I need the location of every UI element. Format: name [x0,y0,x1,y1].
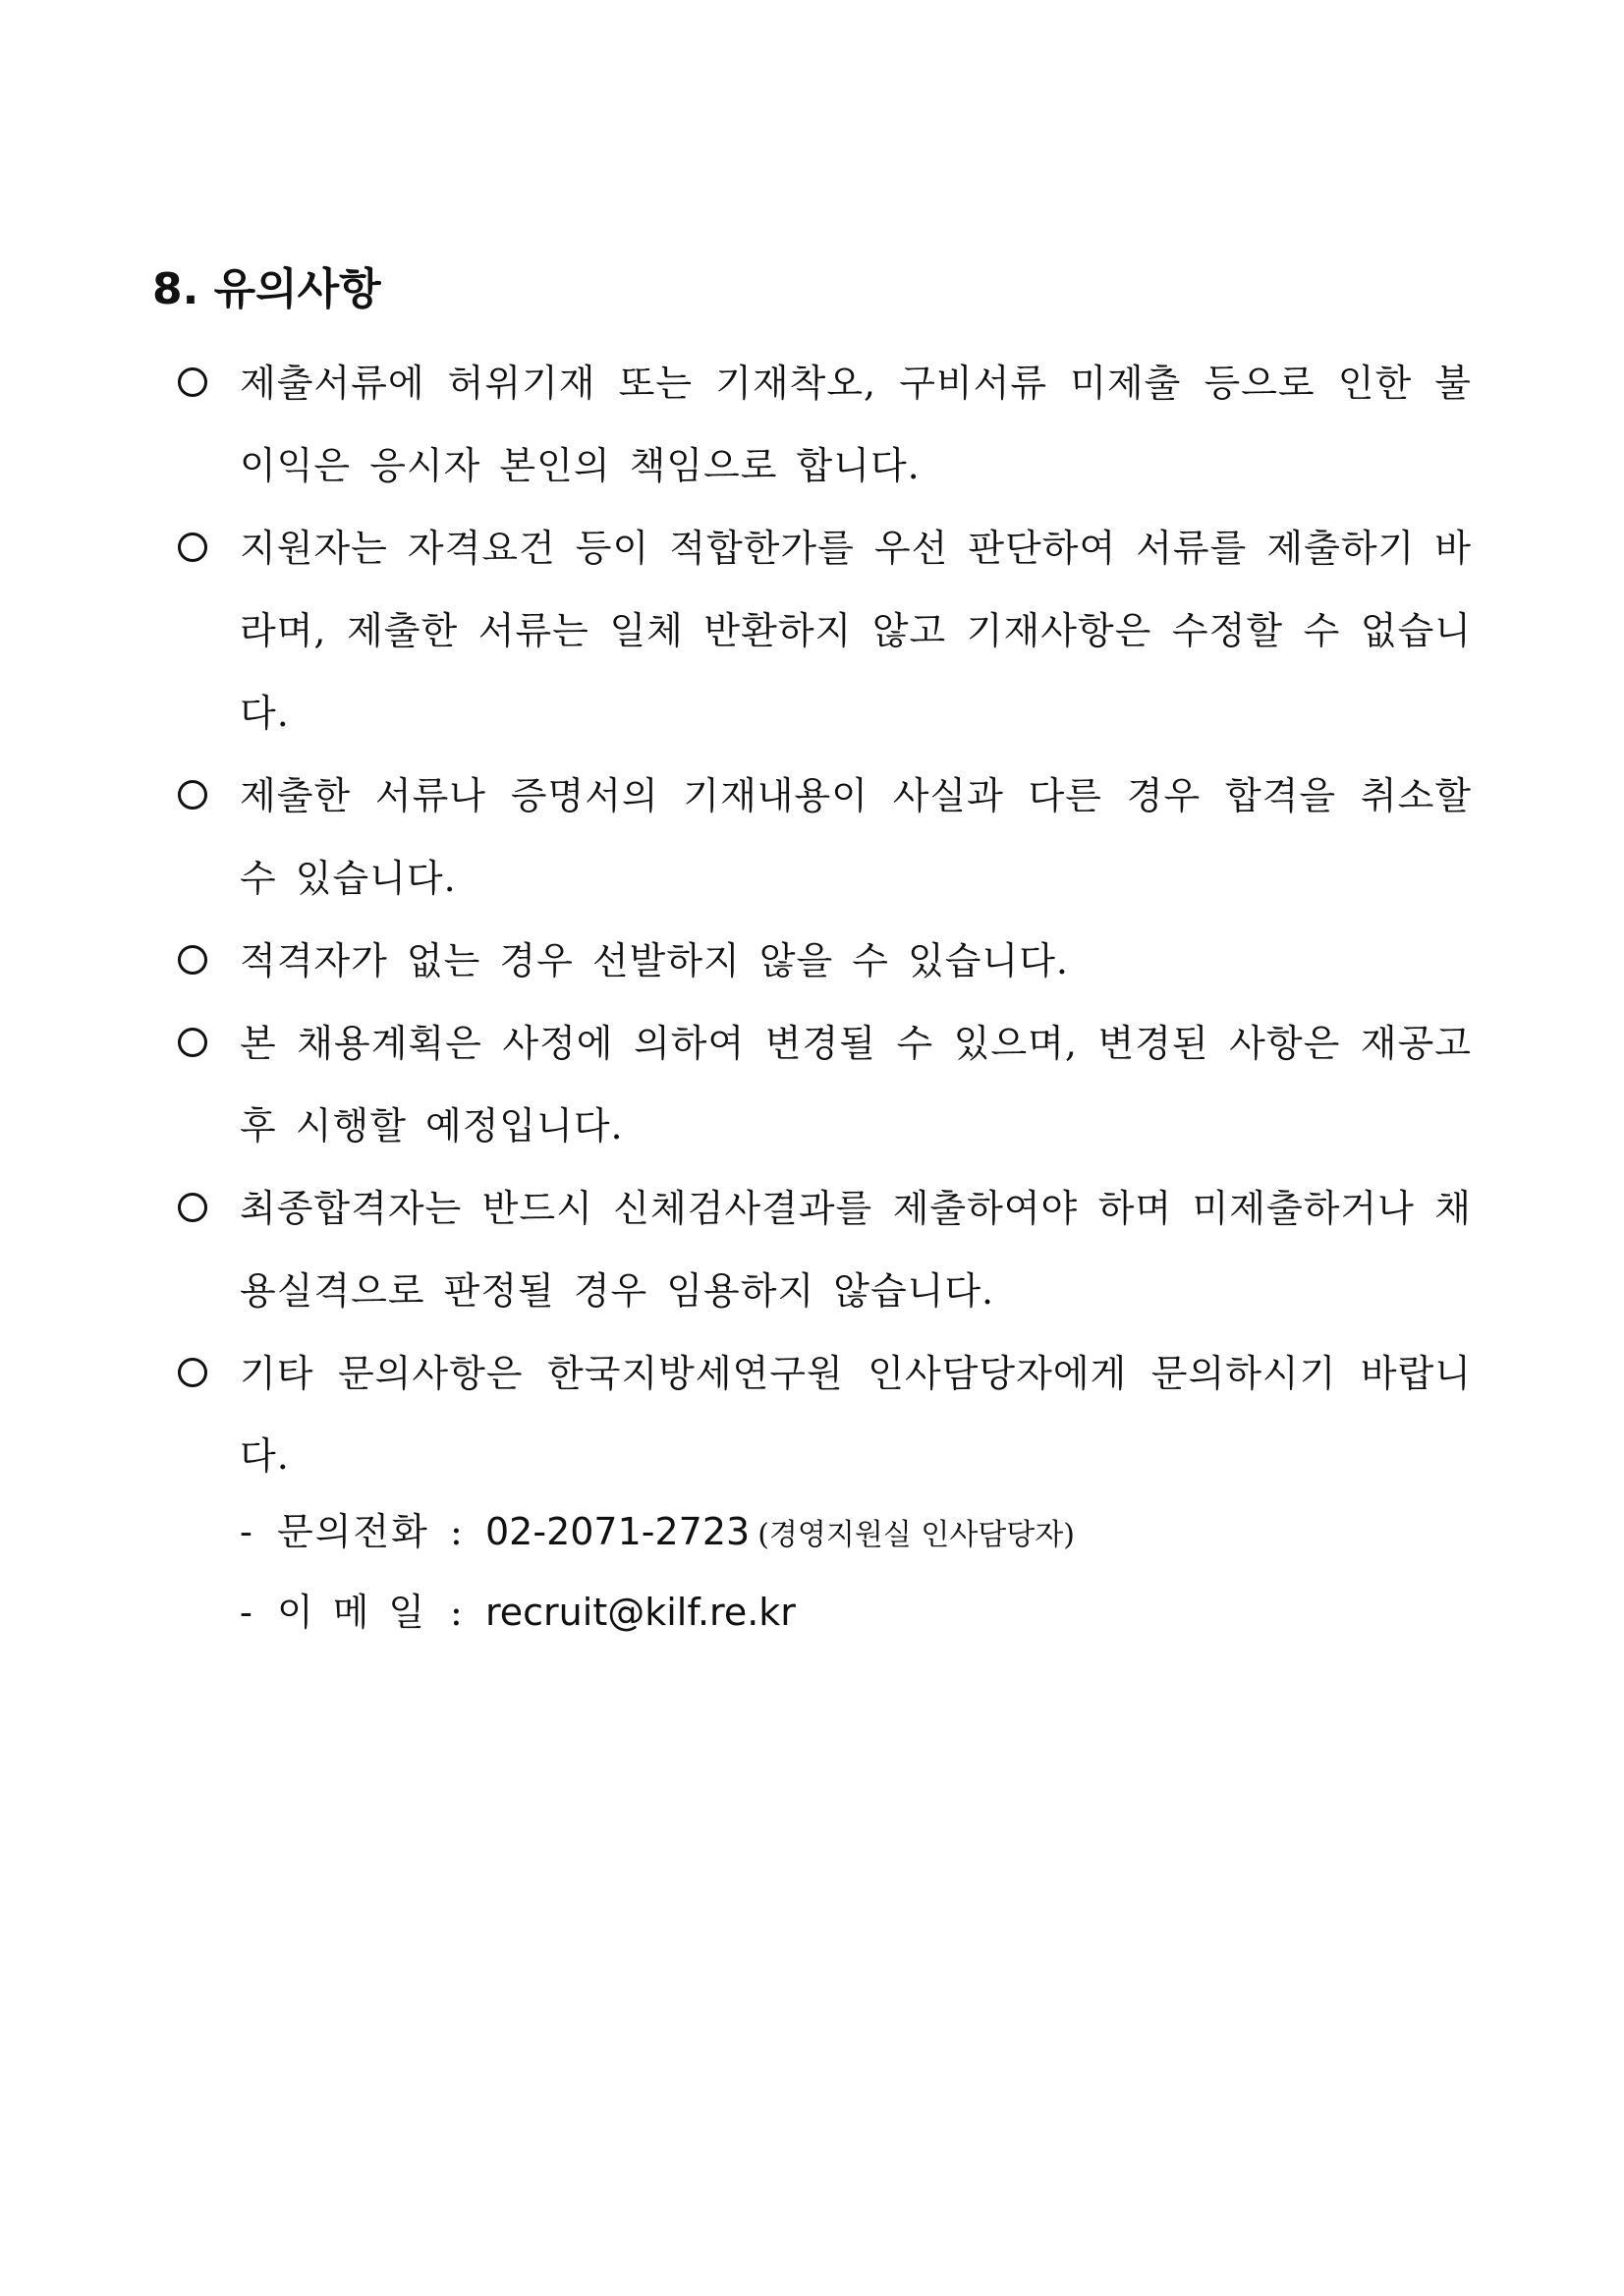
circle-bullet-icon [178,945,207,975]
contact-phone-line [240,1497,1075,1570]
circle-bullet-icon [178,532,207,562]
contact-email-label: 이메일 [277,1591,445,1634]
list-item-text: 적격자가 없는 경우 선발하지 않을 수 있습니다. [240,939,1070,982]
contact-phone-note: (경영지원실 인사담당자) [757,1518,1075,1552]
contact-colon: : [450,1510,463,1553]
section-title: 8. 유의사항 [152,264,381,314]
circle-bullet-icon [178,1193,207,1222]
list-item [0,342,1624,507]
contact-dash: - [240,1591,252,1634]
notice-list [0,342,1624,1654]
list-item [0,1167,1624,1332]
list-item-text: 본 채용계획은 사정에 의하여 변경될 수 있으며, 변경된 사항은 재공고 후 시행할 예정입니다. [240,1022,1472,1148]
list-item [0,1002,1624,1167]
contact-email-line [240,1578,796,1647]
contact-phone-value: 02-2071-2723 [485,1510,751,1553]
contact-colon: : [450,1591,463,1634]
contact-phone-label: 문의전화 [277,1510,429,1553]
contact-dash: - [240,1510,252,1553]
circle-bullet-icon [178,1028,207,1057]
list-item [0,507,1624,755]
list-item-text: 지원자는 자격요건 등이 적합한가를 우선 판단하여 서류를 제출하기 바라며, 제출한 서류는 일체 반환하지 않고 기재사항은 수정할 수 없습니다. [240,527,1472,735]
list-item [0,920,1624,1002]
list-item-text: 최종합격자는 반드시 신체검사결과를 제출하여야 하며 미제출하거나 채용실격으로 판정될 경우 임용하지 않습니다. [240,1187,1472,1313]
contact-block [0,1497,1624,1654]
list-item-text: 기타 문의사항은 한국지방세연구원 인사담당자에게 문의하시기 바랍니다. [240,1352,1472,1478]
circle-bullet-icon [178,367,207,397]
circle-bullet-icon [178,1358,207,1387]
list-item-text: 제출서류에 허위기재 또는 기재착오, 구비서류 미제출 등으로 인한 불이익은 응시자 본인의 책임으로 합니다. [240,362,1472,487]
circle-bullet-icon [178,780,207,810]
list-item [0,755,1624,920]
contact-email-value: recruit@kilf.re.kr [485,1591,796,1634]
list-item-text: 제출한 서류나 증명서의 기재내용이 사실과 다른 경우 합격을 취소할 수 있습니다. [240,774,1472,900]
list-item [0,1332,1624,1497]
